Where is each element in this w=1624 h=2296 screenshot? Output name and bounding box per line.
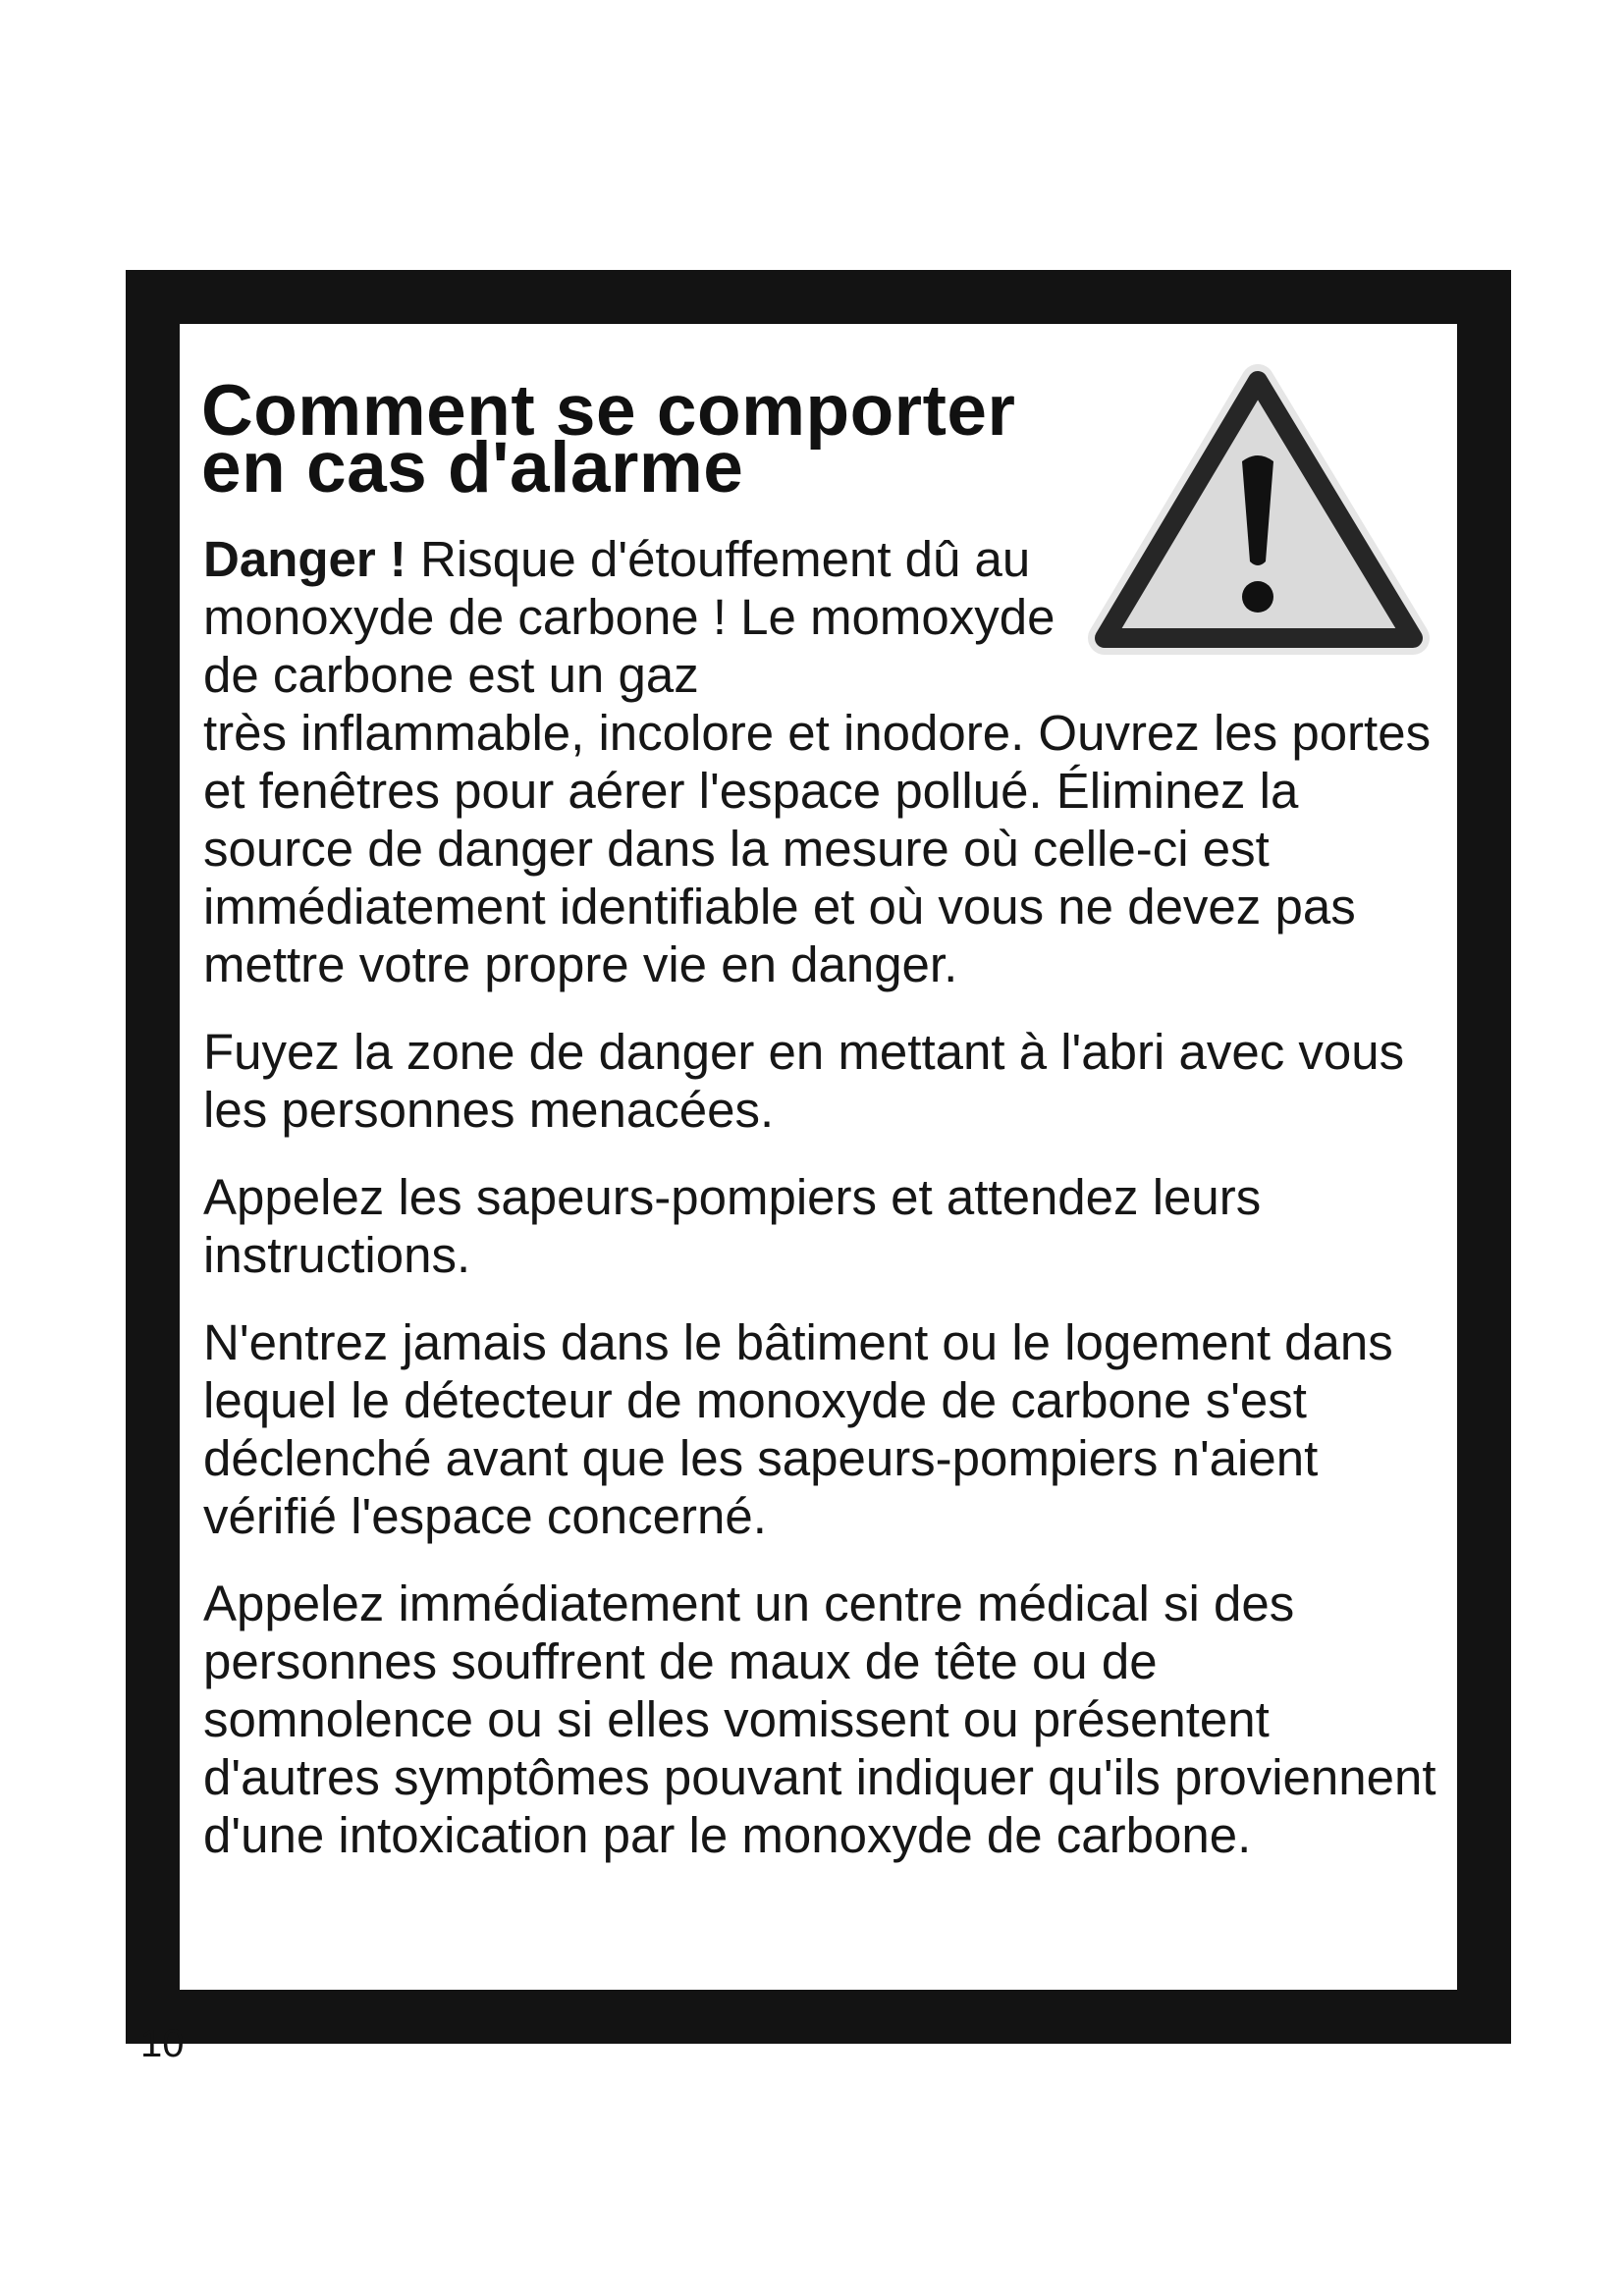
paragraph-do-not-enter: N'entrez jamais dans le bâtiment ou le logement dans lequel le détecteur de monoxyde de carbone s'est déclenché avant que les sapeurs-pompiers n'aient vérifié l'espace concerné. [203,1314,1393,1544]
alarm-instructions [203,530,1440,1864]
intro-paragraph-continued: très inflammable, incolore et inodore. Ouvrez les portes et fenêtres pour aérer l'espace pollué. Éliminez la source de danger dans la mesure où celle-ci est immédiatement identifiable et où vous ne devez pas mettre votre propre vie en danger. [203,705,1432,992]
paragraph-medical-help: Appelez immédiatement un centre médical si des personnes souffrent de maux de tête ou de somnolence ou si elles vomissent ou présentent d'autres symptômes pouvant indiquer qu'ils proviennent d'une intoxication par le monoxyde de carbone. [203,1575,1436,1863]
title-line-1: Comment se comporter [201,371,1016,451]
page-title [201,371,1016,507]
page-number: 10 [140,2022,185,2065]
paragraph-evacuate: Fuyez la zone de danger en mettant à l'abri avec vous les personnes menacées. [203,1024,1405,1138]
danger-label: Danger ! [203,531,406,587]
paragraph-call-firefighters: Appelez les sapeurs-pompiers et attendez leurs instructions. [203,1169,1262,1283]
intro-paragraph [203,530,1057,704]
title-line-2: en cas d'alarme [201,428,744,507]
intro-text: Risque d'étouffement dû au monoxyde de carbone ! Le momoxyde de carbone est un gaz [203,531,1056,703]
